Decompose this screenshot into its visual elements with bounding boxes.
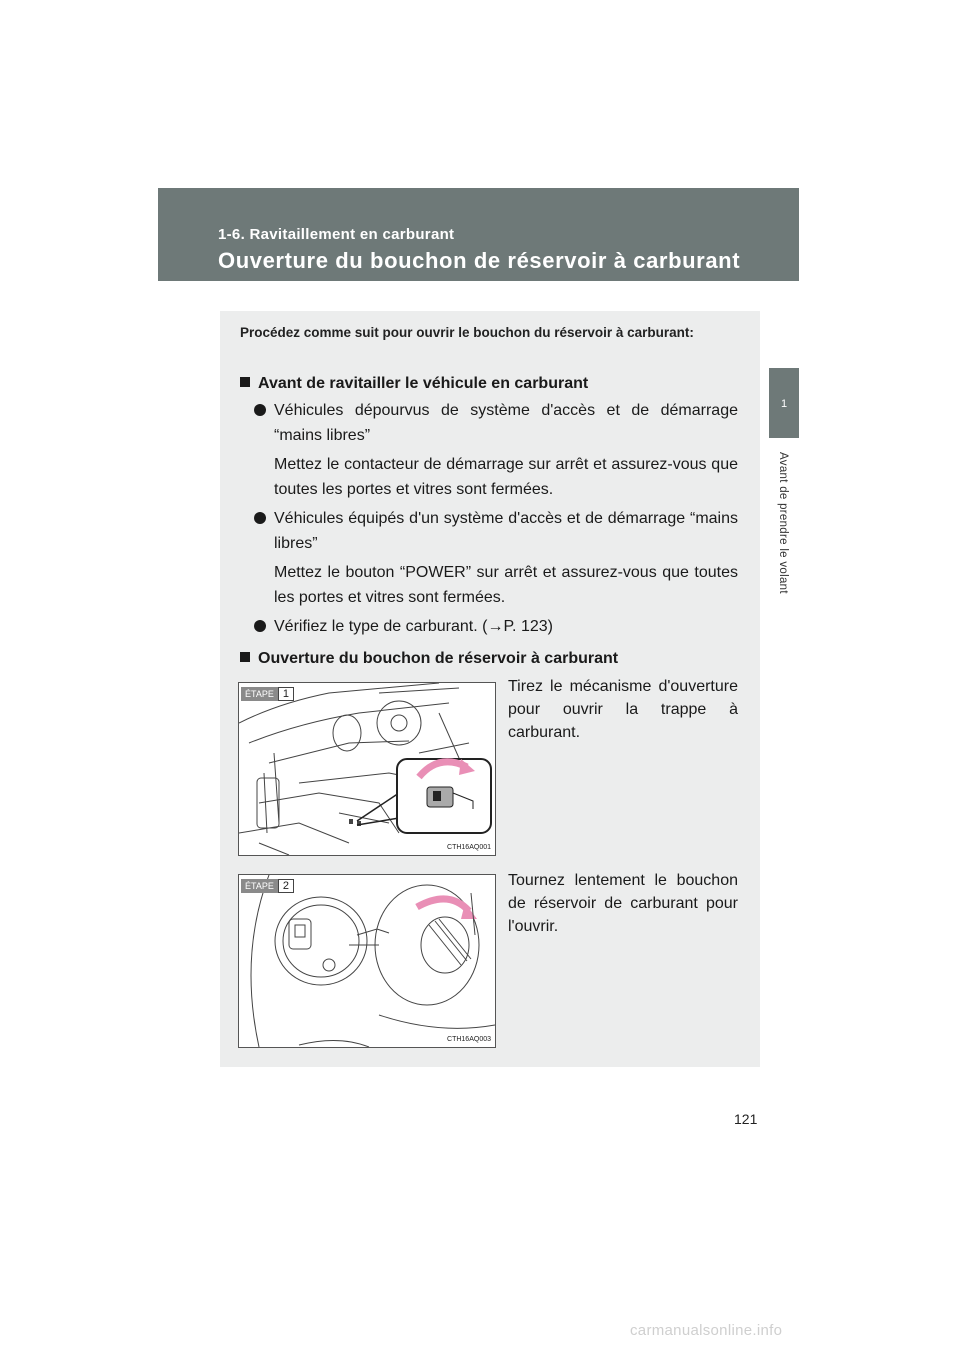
content-box [220,311,760,1067]
figure-code: CTH16AQ001 [447,844,491,851]
watermark[interactable]: carmanualsonline.info [630,1322,783,1339]
step-badge: ÉTAPE 1 [241,687,294,701]
bullet-item: Véhicules dépourvus de système d'accès et de démarrage “mains libres” [254,398,738,448]
round-bullet-icon [254,404,266,416]
figure-fuel-door-lever [238,682,496,856]
figure-fuel-cap [238,874,496,1048]
intro-text: Procédez comme suit pour ouvrir le bouchon du réservoir à carburant: [240,325,694,340]
bullet-subtext: Mettez le bouton “POWER” sur arrêt et assurez-vous que toutes les portes et vitres sont fermées. [274,564,738,606]
round-bullet-icon [254,512,266,524]
square-bullet-icon [240,652,250,662]
page-title: Ouverture du bouchon de réservoir à carburant [218,248,741,273]
section-label: 1-6. Ravitaillement en carburant [218,226,455,243]
fuel-cap-illustration [239,875,495,1047]
step-badge: ÉTAPE 2 [241,879,294,893]
figure-code: CTH16AQ003 [447,1036,491,1043]
step-1-text: Tirez le mécanisme d'ouverture pour ouvrir la trappe à carburant. [508,678,738,741]
section-heading-before-refuel: Avant de ravitailler le véhicule en carburant [240,375,588,393]
section-heading-open-cap: Ouverture du bouchon de réservoir à carburant [240,650,618,668]
bullet-item: Vérifiez le type de carburant. (→P. 123) [254,614,738,639]
square-bullet-icon [240,377,250,387]
round-bullet-icon [254,620,266,632]
bullet-item: Véhicules équipés d'un système d'accès et de démarrage “mains libres” [254,506,738,556]
chapter-tab[interactable] [769,368,799,438]
chapter-number: 1 [780,398,788,410]
step-2-text: Tournez lentement le bouchon de réservoir de carburant pour l'ouvrir. [508,872,738,935]
page-number: 121 [734,1111,758,1127]
bullet-subtext: Mettez le contacteur de démarrage sur arrêt et assurez-vous que toutes les portes et vitres sont fermées. [274,456,738,498]
car-interior-illustration [239,683,495,855]
header-band [158,188,799,281]
chapter-title: Avant de prendre le volant [777,452,789,594]
